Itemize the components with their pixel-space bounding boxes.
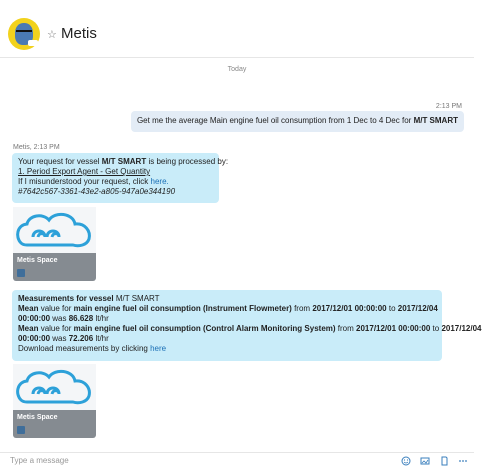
- card-title: Metis Space: [17, 257, 58, 264]
- avatar[interactable]: [8, 18, 40, 50]
- processing-vessel: M/T SMART: [101, 157, 147, 166]
- message-input[interactable]: Type a message: [10, 456, 69, 465]
- mean1-start: 2017/12/01 00:00:00: [312, 304, 387, 313]
- processing-prefix: Your request for vessel: [18, 157, 100, 166]
- mean1-unit: lt/hr: [95, 314, 109, 323]
- more-icon[interactable]: [458, 456, 468, 466]
- processing-suffix: is being processed by:: [148, 157, 229, 166]
- chat-header: [0, 0, 474, 58]
- mean1-label: Mean: [18, 304, 39, 313]
- incoming-message-measurements[interactable]: [12, 290, 482, 361]
- download-here-link[interactable]: here: [150, 344, 167, 353]
- mean2-end-date: 2017/12/04: [441, 324, 482, 333]
- mean1-text: value for: [40, 304, 72, 313]
- mean1-value: 86.628: [68, 314, 94, 323]
- metis-space-card[interactable]: [13, 364, 96, 438]
- avatar-badge: [28, 40, 38, 46]
- app-icon: [17, 426, 25, 434]
- mean1-line-a: [18, 304, 436, 314]
- incoming-meta: Metis, 2:13 PM: [13, 144, 60, 151]
- misunderstood-prefix: If I misunderstood your request, click: [18, 177, 149, 186]
- outgoing-message[interactable]: [131, 111, 464, 132]
- misunderstood-line: [18, 177, 213, 187]
- mean2-text: value for: [40, 324, 72, 333]
- mean2-from: from: [337, 324, 354, 333]
- mean2-unit: lt/hr: [95, 334, 109, 343]
- metis-logo-image: [13, 207, 96, 253]
- outgoing-vessel-name: M/T SMART: [413, 116, 458, 125]
- mean1-to: to: [388, 304, 396, 313]
- mean1-end-time: 00:00:00: [18, 314, 51, 323]
- image-icon[interactable]: [420, 456, 430, 466]
- file-icon[interactable]: [439, 456, 449, 466]
- mean2-label: Mean: [18, 324, 39, 333]
- measurements-heading: [18, 294, 436, 304]
- processing-line: [18, 157, 229, 167]
- measurements-heading-text: Measurements for vessel: [18, 294, 114, 303]
- misunderstood-here-link[interactable]: here.: [150, 177, 169, 186]
- mean2-line-b: [18, 334, 436, 344]
- incoming-message-processing[interactable]: [12, 153, 229, 203]
- mean2-line-a: [18, 324, 482, 334]
- avatar-glasses: [16, 30, 32, 34]
- mean2-end-time: 00:00:00: [18, 334, 51, 343]
- outgoing-message-text: Get me the average Main engine fuel oil consumption from 1 Dec to 4 Dec for: [136, 116, 412, 125]
- chat-title: Metis: [61, 25, 97, 42]
- app-icon: [17, 269, 25, 277]
- metis-logo-image: [13, 364, 96, 410]
- mean1-line-b: [18, 314, 436, 324]
- date-divider: Today: [227, 66, 247, 73]
- mean1-end-date: 2017/12/04: [397, 304, 438, 313]
- emoji-icon[interactable]: [401, 456, 411, 466]
- star-outline-icon[interactable]: ☆: [47, 29, 57, 41]
- outgoing-timestamp: 2:13 PM: [435, 103, 462, 110]
- mean2-start: 2017/12/01 00:00:00: [356, 324, 431, 333]
- metis-space-card[interactable]: [13, 207, 96, 281]
- composer-icons: [401, 456, 468, 466]
- measurements-vessel: M/T SMART: [115, 294, 160, 303]
- mean2-to: to: [432, 324, 440, 333]
- download-line: [18, 344, 436, 354]
- card-title: Metis Space: [17, 414, 58, 421]
- download-prefix: Download measurements by clicking: [18, 344, 148, 353]
- mean2-was: was: [52, 334, 67, 343]
- mean1-metric: main engine fuel oil consumption (Instrument Flowmeter): [73, 304, 292, 313]
- mean2-metric: main engine fuel oil consumption (Control Alarm Monitoring System): [73, 324, 336, 333]
- mean1-from: from: [294, 304, 311, 313]
- agent-link[interactable]: 1. Period Export Agent - Get Quantity: [18, 167, 151, 176]
- mean1-was: was: [52, 314, 67, 323]
- mean2-value: 72.206: [68, 334, 94, 343]
- request-id: #7642c567-3361-43e2-a805-947a0e344190: [18, 187, 176, 196]
